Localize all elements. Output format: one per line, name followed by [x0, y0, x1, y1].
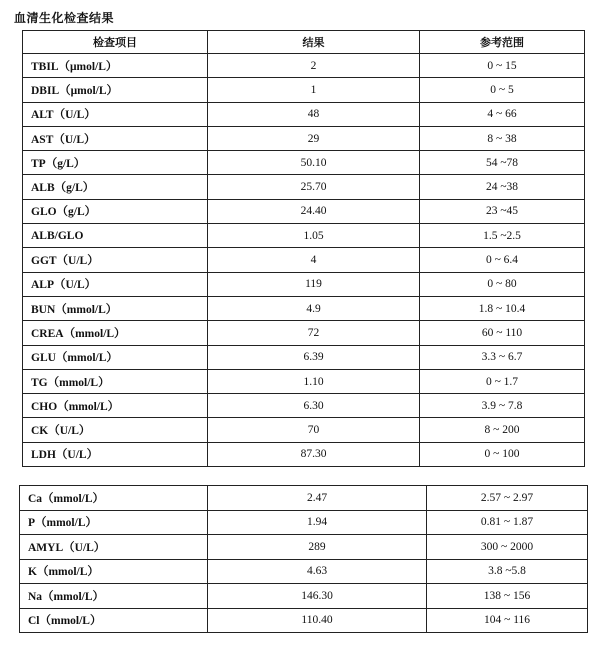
item-cell: GGT（U/L）	[23, 248, 208, 272]
result-cell: 6.30	[208, 394, 420, 418]
result-cell: 24.40	[208, 199, 420, 223]
table-row	[23, 199, 585, 223]
table-row	[23, 224, 585, 248]
reference-cell: 0 ~ 1.7	[420, 369, 585, 393]
table-row	[23, 345, 585, 369]
table-row	[23, 418, 585, 442]
reference-cell: 3.8 ~5.8	[427, 559, 588, 584]
reference-cell: 8 ~ 38	[420, 126, 585, 150]
item-cell: CREA（mmol/L）	[23, 321, 208, 345]
table-row	[23, 272, 585, 296]
reference-cell: 3.3 ~ 6.7	[420, 345, 585, 369]
reference-cell: 104 ~ 116	[427, 608, 588, 633]
reference-cell: 8 ~ 200	[420, 418, 585, 442]
item-cell: AMYL（U/L）	[20, 535, 208, 560]
table-row	[23, 442, 585, 466]
table-row	[23, 394, 585, 418]
table-row	[23, 151, 585, 175]
reference-cell: 54 ~78	[420, 151, 585, 175]
reference-cell: 3.9 ~ 7.8	[420, 394, 585, 418]
result-cell: 6.39	[208, 345, 420, 369]
table-row	[20, 559, 588, 584]
reference-cell: 138 ~ 156	[427, 584, 588, 609]
result-cell: 25.70	[208, 175, 420, 199]
header-item: 检查项目	[23, 31, 208, 54]
biochemistry-table	[22, 30, 585, 467]
table-row	[23, 102, 585, 126]
table-row	[23, 54, 585, 78]
item-cell: TP（g/L）	[23, 151, 208, 175]
reference-cell: 23 ~45	[420, 199, 585, 223]
reference-cell: 0 ~ 5	[420, 78, 585, 102]
reference-cell: 0 ~ 100	[420, 442, 585, 466]
result-cell: 29	[208, 126, 420, 150]
table-row	[23, 321, 585, 345]
item-cell: Cl（mmol/L）	[20, 608, 208, 633]
result-cell: 146.30	[208, 584, 427, 609]
reference-cell: 0.81 ~ 1.87	[427, 510, 588, 535]
table-row	[23, 369, 585, 393]
table-row	[23, 296, 585, 320]
header-result: 结果	[208, 31, 420, 54]
electrolyte-table	[19, 485, 588, 633]
table-row	[20, 510, 588, 535]
result-cell: 1.94	[208, 510, 427, 535]
result-cell: 48	[208, 102, 420, 126]
result-cell: 72	[208, 321, 420, 345]
reference-cell: 1.8 ~ 10.4	[420, 296, 585, 320]
table-row	[23, 78, 585, 102]
item-cell: ALB（g/L）	[23, 175, 208, 199]
item-cell: K（mmol/L）	[20, 559, 208, 584]
result-cell: 70	[208, 418, 420, 442]
result-cell: 87.30	[208, 442, 420, 466]
result-cell: 4	[208, 248, 420, 272]
item-cell: GLU（mmol/L）	[23, 345, 208, 369]
table-row	[20, 486, 588, 511]
item-cell: BUN（mmol/L）	[23, 296, 208, 320]
reference-cell: 4 ~ 66	[420, 102, 585, 126]
item-cell: AST（U/L）	[23, 126, 208, 150]
result-cell: 4.63	[208, 559, 427, 584]
reference-cell: 1.5 ~2.5	[420, 224, 585, 248]
result-cell: 1	[208, 78, 420, 102]
result-cell: 2	[208, 54, 420, 78]
item-cell: P（mmol/L）	[20, 510, 208, 535]
reference-cell: 300 ~ 2000	[427, 535, 588, 560]
item-cell: TBIL（μmol/L）	[23, 54, 208, 78]
item-cell: Ca（mmol/L）	[20, 486, 208, 511]
reference-cell: 0 ~ 15	[420, 54, 585, 78]
table-row	[20, 608, 588, 633]
item-cell: ALP（U/L）	[23, 272, 208, 296]
table-header-row	[23, 31, 585, 54]
item-cell: LDH（U/L）	[23, 442, 208, 466]
result-cell: 1.10	[208, 369, 420, 393]
result-cell: 289	[208, 535, 427, 560]
result-cell: 50.10	[208, 151, 420, 175]
result-cell: 1.05	[208, 224, 420, 248]
table-row	[20, 535, 588, 560]
header-reference: 参考范围	[420, 31, 585, 54]
item-cell: CK（U/L）	[23, 418, 208, 442]
item-cell: CHO（mmol/L）	[23, 394, 208, 418]
item-cell: ALB/GLO	[23, 224, 208, 248]
document-title: 血清生化检查结果	[14, 11, 115, 25]
result-cell: 2.47	[208, 486, 427, 511]
reference-cell: 0 ~ 80	[420, 272, 585, 296]
table-row	[23, 126, 585, 150]
table-row	[20, 584, 588, 609]
reference-cell: 0 ~ 6.4	[420, 248, 585, 272]
item-cell: GLO（g/L）	[23, 199, 208, 223]
table-row	[23, 248, 585, 272]
item-cell: DBIL（μmol/L）	[23, 78, 208, 102]
item-cell: ALT（U/L）	[23, 102, 208, 126]
result-cell: 4.9	[208, 296, 420, 320]
item-cell: TG（mmol/L）	[23, 369, 208, 393]
reference-cell: 2.57 ~ 2.97	[427, 486, 588, 511]
result-cell: 119	[208, 272, 420, 296]
reference-cell: 24 ~38	[420, 175, 585, 199]
item-cell: Na（mmol/L）	[20, 584, 208, 609]
result-cell: 110.40	[208, 608, 427, 633]
reference-cell: 60 ~ 110	[420, 321, 585, 345]
table-row	[23, 175, 585, 199]
